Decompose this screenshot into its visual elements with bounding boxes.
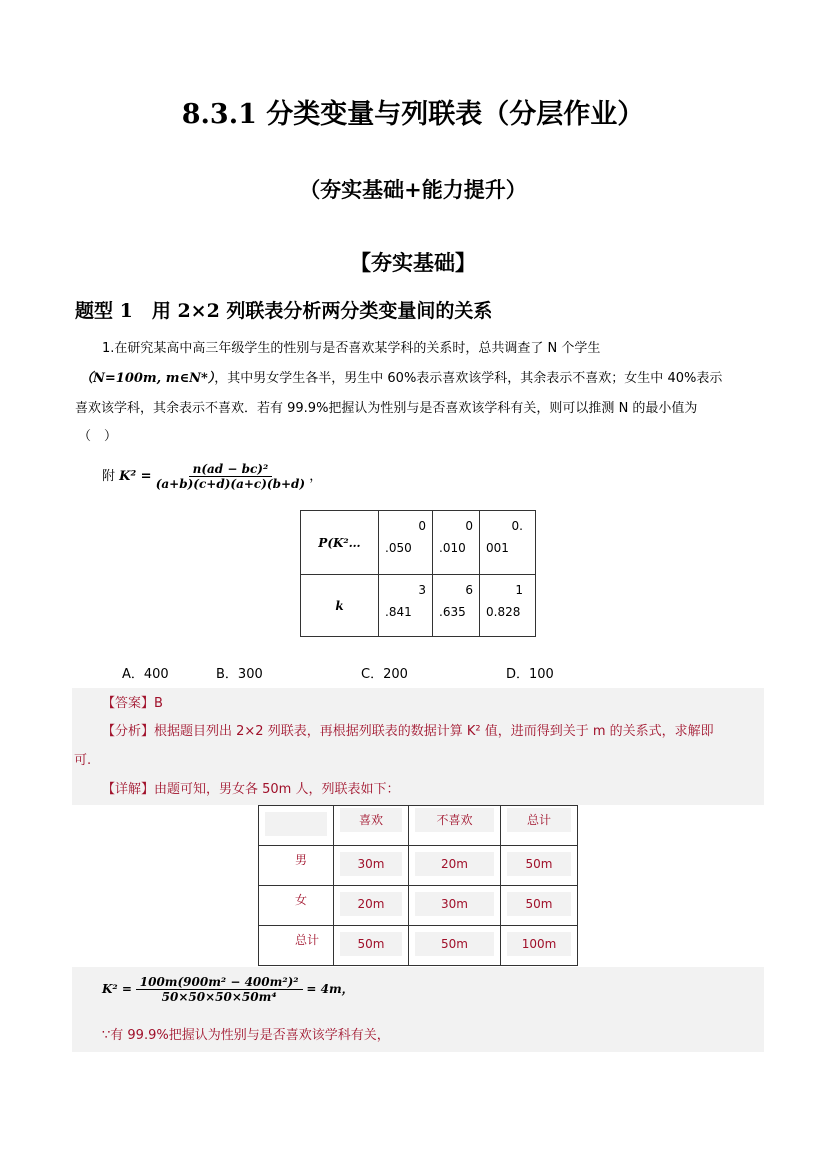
table-cell: [379, 575, 433, 637]
table-row: [301, 511, 536, 575]
table-row: [259, 846, 578, 886]
question-blank: （ ）: [78, 429, 118, 444]
document-title: 8.3.1 分类变量与列联表（分层作业）: [181, 99, 645, 130]
cell-text: 50m: [507, 892, 571, 916]
question-condition-math: （N=100m, m∈N*）: [80, 371, 215, 386]
table-cell: [501, 926, 578, 966]
formula-fraction: [156, 462, 305, 491]
k2-denominator: 50×50×50×50m⁴: [161, 990, 277, 1004]
table-header-row: [259, 806, 578, 846]
cell-line: 1: [515, 583, 523, 597]
table-header-cell: [501, 806, 578, 846]
cell-text: 30m: [415, 892, 494, 916]
option-d: D．100: [506, 667, 554, 682]
formula-suffix: ，: [309, 469, 323, 484]
table-cell: [433, 575, 480, 637]
table-row: [259, 886, 578, 926]
cell-text: 20m: [340, 892, 402, 916]
cell-line: 6: [465, 583, 473, 597]
k2-numerator: 100m(900m² − 400m²)²: [136, 975, 303, 990]
formula-numerator: n(ad − bc)²: [189, 462, 273, 477]
answer-line: 【答案】B: [102, 696, 163, 711]
document-subtitle: （夯实基础+能力提升）: [299, 177, 527, 202]
cell-text: 30m: [340, 852, 402, 876]
option-b: B．300: [216, 667, 263, 682]
cell-text: 50m: [415, 932, 494, 956]
cell-line: 0: [465, 519, 473, 533]
question-line-1: 1.在研究某高中高三年级学生的性别与是否喜欢某学科的关系时，总共调查了 N 个学生: [102, 341, 601, 356]
question-line-3: 喜欢该学科，其余表示不喜欢．若有 99.9%把握认为性别与是否喜欢该学科有关，则可以推测 N 的最小值为: [75, 401, 698, 416]
cell-text: 男: [295, 853, 308, 867]
cell-line: 0.828: [486, 605, 521, 619]
table-cell: [501, 886, 578, 926]
detail-line: 【详解】由题可知，男女各 50m 人，列联表如下：: [102, 782, 400, 797]
k2-rhs: = 4m，: [306, 982, 354, 996]
table-header-cell: [334, 806, 409, 846]
analysis-line: 【分析】根据题目列出 2×2 列联表，再根据列联表的数据计算 K² 值，进而得到关于 m 的关系式，求解即: [102, 724, 714, 739]
table-cell: [259, 846, 334, 886]
table-cell: [480, 511, 536, 575]
table-row: [301, 575, 536, 637]
table-cell: [334, 926, 409, 966]
conclusion-line: ∵有 99.9%把握认为性别与是否喜欢该学科有关，: [102, 1028, 390, 1043]
cell-text: 喜欢: [340, 808, 402, 832]
solution-block: [72, 967, 764, 1052]
cell-text: 100m: [507, 932, 571, 956]
cell-text: 女: [295, 893, 308, 907]
option-c: C．200: [361, 667, 408, 682]
question-type-heading: 题型 1 用 2×2 列联表分析两分类变量间的关系: [75, 300, 493, 322]
table-header-k: k: [301, 575, 379, 637]
analysis-continuation: 可.: [74, 753, 92, 768]
table-cell: [433, 511, 480, 575]
k2-calculation: [102, 975, 354, 1004]
table-cell: [259, 926, 334, 966]
contingency-table: [258, 805, 578, 966]
table-cell: [259, 886, 334, 926]
formula-lhs: K² =: [119, 469, 152, 484]
table-cell: [409, 886, 501, 926]
critical-value-table: [300, 510, 536, 637]
formula-denominator: (a+b)(c+d)(a+c)(b+d): [155, 477, 306, 491]
question-line-2-text: ，其中男女学生各半，男生中 60%表示喜欢该学科，其余表示不喜欢；女生中 40%表示: [214, 371, 723, 386]
k2-lhs: K² =: [102, 982, 132, 996]
table-cell: [409, 926, 501, 966]
table-cell: [334, 846, 409, 886]
cell-text: 总计: [295, 933, 320, 947]
table-cell: [379, 511, 433, 575]
table-cell: [334, 886, 409, 926]
cell-text: 20m: [415, 852, 494, 876]
k2-fraction: [136, 975, 303, 1004]
section-heading: 【夯实基础】: [350, 250, 476, 275]
table-header-p: P(K²…: [301, 511, 379, 575]
cell-line: 001: [486, 541, 509, 555]
table-cell: [501, 846, 578, 886]
cell-line: .635: [439, 605, 466, 619]
formula-prefix: 附: [102, 469, 116, 484]
table-cell: [409, 846, 501, 886]
question-line-2: [80, 367, 722, 386]
table-row: [259, 926, 578, 966]
cell-line: 0: [418, 519, 426, 533]
formula-k2: [102, 462, 322, 491]
cell-line: 0.: [511, 519, 523, 533]
cell-text: 50m: [340, 932, 402, 956]
cell-line: .050: [385, 541, 412, 555]
cell-text: [265, 812, 327, 836]
answer-block: [72, 688, 764, 805]
cell-text: 不喜欢: [415, 808, 494, 832]
table-header-cell: [259, 806, 334, 846]
cell-line: 3: [418, 583, 426, 597]
cell-text: 50m: [507, 852, 571, 876]
cell-line: .841: [385, 605, 412, 619]
table-cell: [480, 575, 536, 637]
table-header-cell: [409, 806, 501, 846]
option-a: A．400: [122, 667, 169, 682]
cell-text: 总计: [507, 808, 571, 832]
cell-line: .010: [439, 541, 466, 555]
